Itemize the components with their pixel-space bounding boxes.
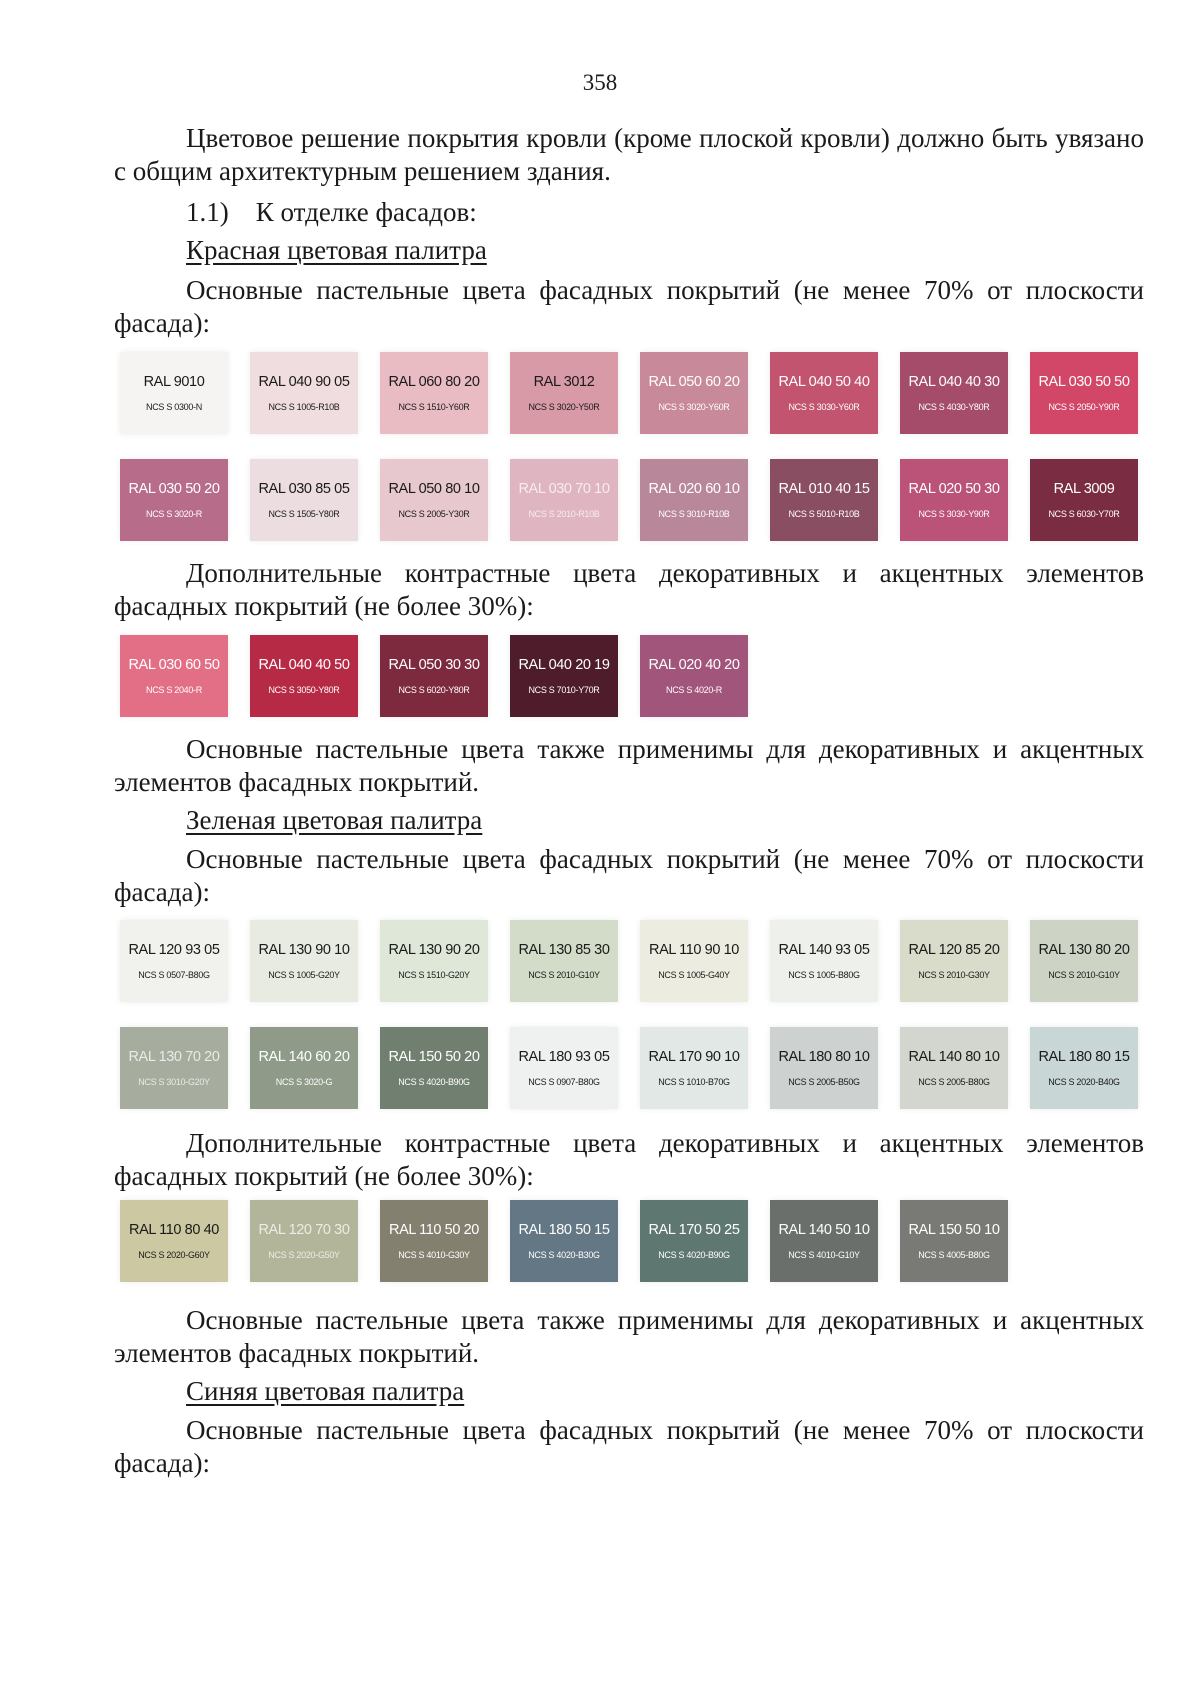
swatch-ral-label: RAL 140 80 10 [908, 1049, 1000, 1065]
swatch-ral-label: RAL 030 85 05 [258, 481, 350, 497]
swatch-ral-label: RAL 130 90 10 [258, 942, 350, 958]
swatch-ncs-label: NCS S 3020-Y60R [658, 402, 730, 412]
swatch-ncs-label: NCS S 0300-N [146, 402, 202, 412]
swatch-ral-label: RAL 050 80 10 [388, 481, 480, 497]
swatch-ncs-label: NCS S 3010-G20Y [138, 1077, 210, 1087]
swatch-ncs-label: NCS S 4020-B90G [658, 1250, 730, 1260]
swatch-ncs-label: NCS S 1005-R10B [268, 402, 340, 412]
blue-main-paragraph [114, 1414, 1144, 1480]
swatch-ral-label: RAL 120 93 05 [128, 942, 220, 958]
swatch-ral-label: RAL 150 50 20 [388, 1049, 480, 1065]
swatch-ral-label: RAL 110 80 40 [129, 1222, 219, 1238]
swatch-ncs-label: NCS S 5010-R10B [788, 509, 860, 519]
swatch-ncs-label: NCS S 3030-Y90R [918, 509, 990, 519]
swatch-ral-label: RAL 020 50 30 [908, 481, 1000, 497]
swatch-ncs-label: NCS S 4010-G30Y [398, 1250, 470, 1260]
color-swatch [1030, 459, 1138, 541]
color-swatch [250, 1200, 358, 1282]
color-swatch [640, 1200, 748, 1282]
color-swatch [640, 635, 748, 717]
color-swatch [770, 1200, 878, 1282]
swatch-ncs-label: NCS S 1510-Y60R [398, 402, 470, 412]
blue-main-text: Основные пастельные цвета фасадных покрытий (не менее 70% от плоскости фасада): [114, 1415, 1144, 1478]
swatch-ral-label: RAL 030 50 20 [128, 481, 220, 497]
green-extra-row [120, 1200, 1008, 1282]
swatch-ral-label: RAL 060 80 20 [388, 374, 480, 390]
swatch-ncs-label: NCS S 7010-Y70R [528, 685, 600, 695]
color-swatch [120, 920, 228, 1002]
facade-item-text: 1.1) К отделке фасадов: [186, 197, 477, 227]
swatch-ral-label: RAL 180 50 15 [518, 1222, 610, 1238]
swatch-ncs-label: NCS S 4020-B90G [398, 1077, 470, 1087]
color-swatch [900, 920, 1008, 1002]
swatch-ncs-label: NCS S 4005-B80G [918, 1250, 990, 1260]
swatch-ncs-label: NCS S 4020-R [666, 685, 722, 695]
green-main-row-2 [120, 1027, 1138, 1109]
swatch-ral-label: RAL 050 30 30 [388, 657, 480, 673]
color-swatch [120, 459, 228, 541]
swatch-ncs-label: NCS S 2020-G50Y [268, 1250, 340, 1260]
color-swatch [510, 920, 618, 1002]
color-swatch [770, 1027, 878, 1109]
green-extra-text: Дополнительные контрастные цвета декоративных и акцентных элементов фасадных покрытий (не более 30%): [114, 1128, 1144, 1191]
color-swatch [900, 1027, 1008, 1109]
swatch-ral-label: RAL 050 60 20 [648, 374, 740, 390]
swatch-ral-label: RAL 130 70 20 [128, 1049, 220, 1065]
swatch-ncs-label: NCS S 2040-R [146, 685, 202, 695]
swatch-ncs-label: NCS S 1005-G40Y [658, 970, 730, 980]
color-swatch [770, 920, 878, 1002]
swatch-ncs-label: NCS S 3020-G [275, 1077, 333, 1087]
swatch-ral-label: RAL 140 60 20 [258, 1049, 350, 1065]
swatch-ncs-label: NCS S 2010-G30Y [918, 970, 990, 980]
color-swatch [380, 1200, 488, 1282]
color-swatch [640, 459, 748, 541]
color-swatch [250, 1027, 358, 1109]
swatch-ral-label: RAL 040 50 40 [778, 374, 870, 390]
page-number: 358 [582, 70, 618, 95]
swatch-ncs-label: NCS S 4030-Y80R [918, 402, 990, 412]
facade-item [114, 196, 1144, 229]
color-swatch [770, 459, 878, 541]
swatch-ral-label: RAL 140 50 10 [778, 1222, 870, 1238]
color-swatch [250, 920, 358, 1002]
swatch-ncs-label: NCS S 1010-B70G [658, 1077, 730, 1087]
swatch-ncs-label: NCS S 3030-Y60R [788, 402, 860, 412]
swatch-ncs-label: NCS S 3020-R [146, 509, 202, 519]
green-main-paragraph [114, 843, 1144, 909]
red-extra-paragraph [114, 557, 1144, 623]
color-swatch [640, 920, 748, 1002]
swatch-ral-label: RAL 170 50 25 [648, 1222, 740, 1238]
swatch-ral-label: RAL 130 80 20 [1038, 942, 1130, 958]
green-palette-heading: Зеленая цветовая палитра [186, 805, 483, 835]
color-swatch [640, 1027, 748, 1109]
swatch-ral-label: RAL 3009 [1053, 481, 1115, 497]
swatch-ncs-label: NCS S 3020-Y50R [528, 402, 600, 412]
color-swatch [1030, 1027, 1138, 1109]
roof-color-text: Цветовое решение покрытия кровли (кроме плоской кровли) должно быть увязано с общим архитектурным решением здания. [114, 123, 1144, 186]
red-main-row-2 [120, 459, 1138, 541]
swatch-ncs-label: NCS S 6030-Y70R [1048, 509, 1120, 519]
red-note-paragraph [114, 733, 1144, 799]
swatch-ral-label: RAL 010 40 15 [778, 481, 870, 497]
red-extra-text: Дополнительные контрастные цвета декоративных и акцентных элементов фасадных покрытий (не более 30%): [114, 558, 1144, 621]
color-swatch [380, 352, 488, 434]
swatch-ral-label: RAL 020 60 10 [648, 481, 740, 497]
color-swatch [770, 352, 878, 434]
swatch-ncs-label: NCS S 2005-B80G [918, 1077, 990, 1087]
swatch-ral-label: RAL 040 20 19 [518, 657, 610, 673]
color-swatch [510, 352, 618, 434]
swatch-ncs-label: NCS S 2010-R10B [528, 509, 600, 519]
red-extra-row [120, 635, 748, 717]
swatch-ral-label: RAL 030 50 50 [1038, 374, 1130, 390]
color-swatch [380, 635, 488, 717]
color-swatch [120, 352, 228, 434]
swatch-ral-label: RAL 030 60 50 [128, 657, 220, 673]
red-main-paragraph [114, 274, 1144, 340]
swatch-ral-label: RAL 040 40 30 [908, 374, 1000, 390]
swatch-ral-label: RAL 120 70 30 [258, 1222, 350, 1238]
swatch-ncs-label: NCS S 6020-Y80R [398, 685, 470, 695]
color-swatch [1030, 920, 1138, 1002]
color-swatch [380, 1027, 488, 1109]
color-swatch [640, 352, 748, 434]
swatch-ral-label: RAL 110 90 10 [649, 942, 739, 958]
swatch-ral-label: RAL 020 40 20 [648, 657, 740, 673]
color-swatch [120, 1200, 228, 1282]
swatch-ncs-label: NCS S 1510-G20Y [398, 970, 470, 980]
roof-color-paragraph [114, 122, 1144, 188]
swatch-ncs-label: NCS S 3010-R10B [658, 509, 730, 519]
color-swatch [510, 635, 618, 717]
color-swatch [900, 459, 1008, 541]
red-main-row-1 [120, 352, 1138, 434]
swatch-ral-label: RAL 150 50 10 [908, 1222, 1000, 1238]
swatch-ncs-label: NCS S 1505-Y80R [268, 509, 340, 519]
color-swatch [380, 920, 488, 1002]
blue-palette-heading: Синяя цветовая палитра [186, 1376, 465, 1406]
color-swatch [250, 635, 358, 717]
swatch-ral-label: RAL 040 40 50 [258, 657, 350, 673]
color-swatch [510, 459, 618, 541]
color-swatch [120, 635, 228, 717]
swatch-ral-label: RAL 120 85 20 [908, 942, 1000, 958]
swatch-ncs-label: NCS S 2020-B40G [1048, 1077, 1120, 1087]
swatch-ncs-label: NCS S 2005-B50G [788, 1077, 860, 1087]
swatch-ncs-label: NCS S 4020-B30G [528, 1250, 600, 1260]
swatch-ral-label: RAL 9010 [143, 374, 205, 390]
swatch-ncs-label: NCS S 1005-B80G [788, 970, 860, 980]
swatch-ral-label: RAL 130 90 20 [388, 942, 480, 958]
swatch-ral-label: RAL 180 93 05 [518, 1049, 610, 1065]
green-note-text: Основные пастельные цвета также применимы для декоративных и акцентных элементов фасадных покрытий. [114, 1305, 1144, 1368]
color-swatch [1030, 352, 1138, 434]
color-swatch [250, 459, 358, 541]
swatch-ncs-label: NCS S 2050-Y90R [1048, 402, 1120, 412]
color-swatch [120, 1027, 228, 1109]
color-swatch [380, 459, 488, 541]
swatch-ncs-label: NCS S 2020-G60Y [138, 1250, 210, 1260]
swatch-ncs-label: NCS S 2010-G10Y [528, 970, 600, 980]
red-note-text: Основные пастельные цвета также применимы для декоративных и акцентных элементов фасадных покрытий. [114, 734, 1144, 797]
red-main-text: Основные пастельные цвета фасадных покрытий (не менее 70% от плоскости фасада): [114, 275, 1144, 338]
swatch-ral-label: RAL 3012 [533, 374, 595, 390]
swatch-ral-label: RAL 140 93 05 [778, 942, 870, 958]
swatch-ncs-label: NCS S 2005-Y30R [398, 509, 470, 519]
swatch-ncs-label: NCS S 2010-G10Y [1048, 970, 1120, 980]
swatch-ral-label: RAL 180 80 15 [1038, 1049, 1130, 1065]
color-swatch [900, 1200, 1008, 1282]
red-palette-heading: Красная цветовая палитра [186, 235, 487, 265]
swatch-ral-label: RAL 040 90 05 [258, 374, 350, 390]
green-extra-paragraph [114, 1127, 1144, 1193]
green-note-paragraph [114, 1304, 1144, 1370]
swatch-ral-label: RAL 170 90 10 [648, 1049, 740, 1065]
swatch-ncs-label: NCS S 1005-G20Y [268, 970, 340, 980]
swatch-ncs-label: NCS S 0907-B80G [528, 1077, 600, 1087]
color-swatch [250, 352, 358, 434]
swatch-ral-label: RAL 130 85 30 [518, 942, 610, 958]
swatch-ncs-label: NCS S 4010-G10Y [788, 1250, 860, 1260]
swatch-ral-label: RAL 030 70 10 [518, 481, 610, 497]
green-main-row-1 [120, 920, 1138, 1002]
color-swatch [510, 1200, 618, 1282]
swatch-ral-label: RAL 110 50 20 [389, 1222, 479, 1238]
swatch-ncs-label: NCS S 0507-B80G [138, 970, 210, 980]
green-main-text: Основные пастельные цвета фасадных покрытий (не менее 70% от плоскости фасада): [114, 844, 1144, 907]
color-swatch [510, 1027, 618, 1109]
swatch-ncs-label: NCS S 3050-Y80R [268, 685, 340, 695]
color-swatch [900, 352, 1008, 434]
swatch-ral-label: RAL 180 80 10 [778, 1049, 870, 1065]
